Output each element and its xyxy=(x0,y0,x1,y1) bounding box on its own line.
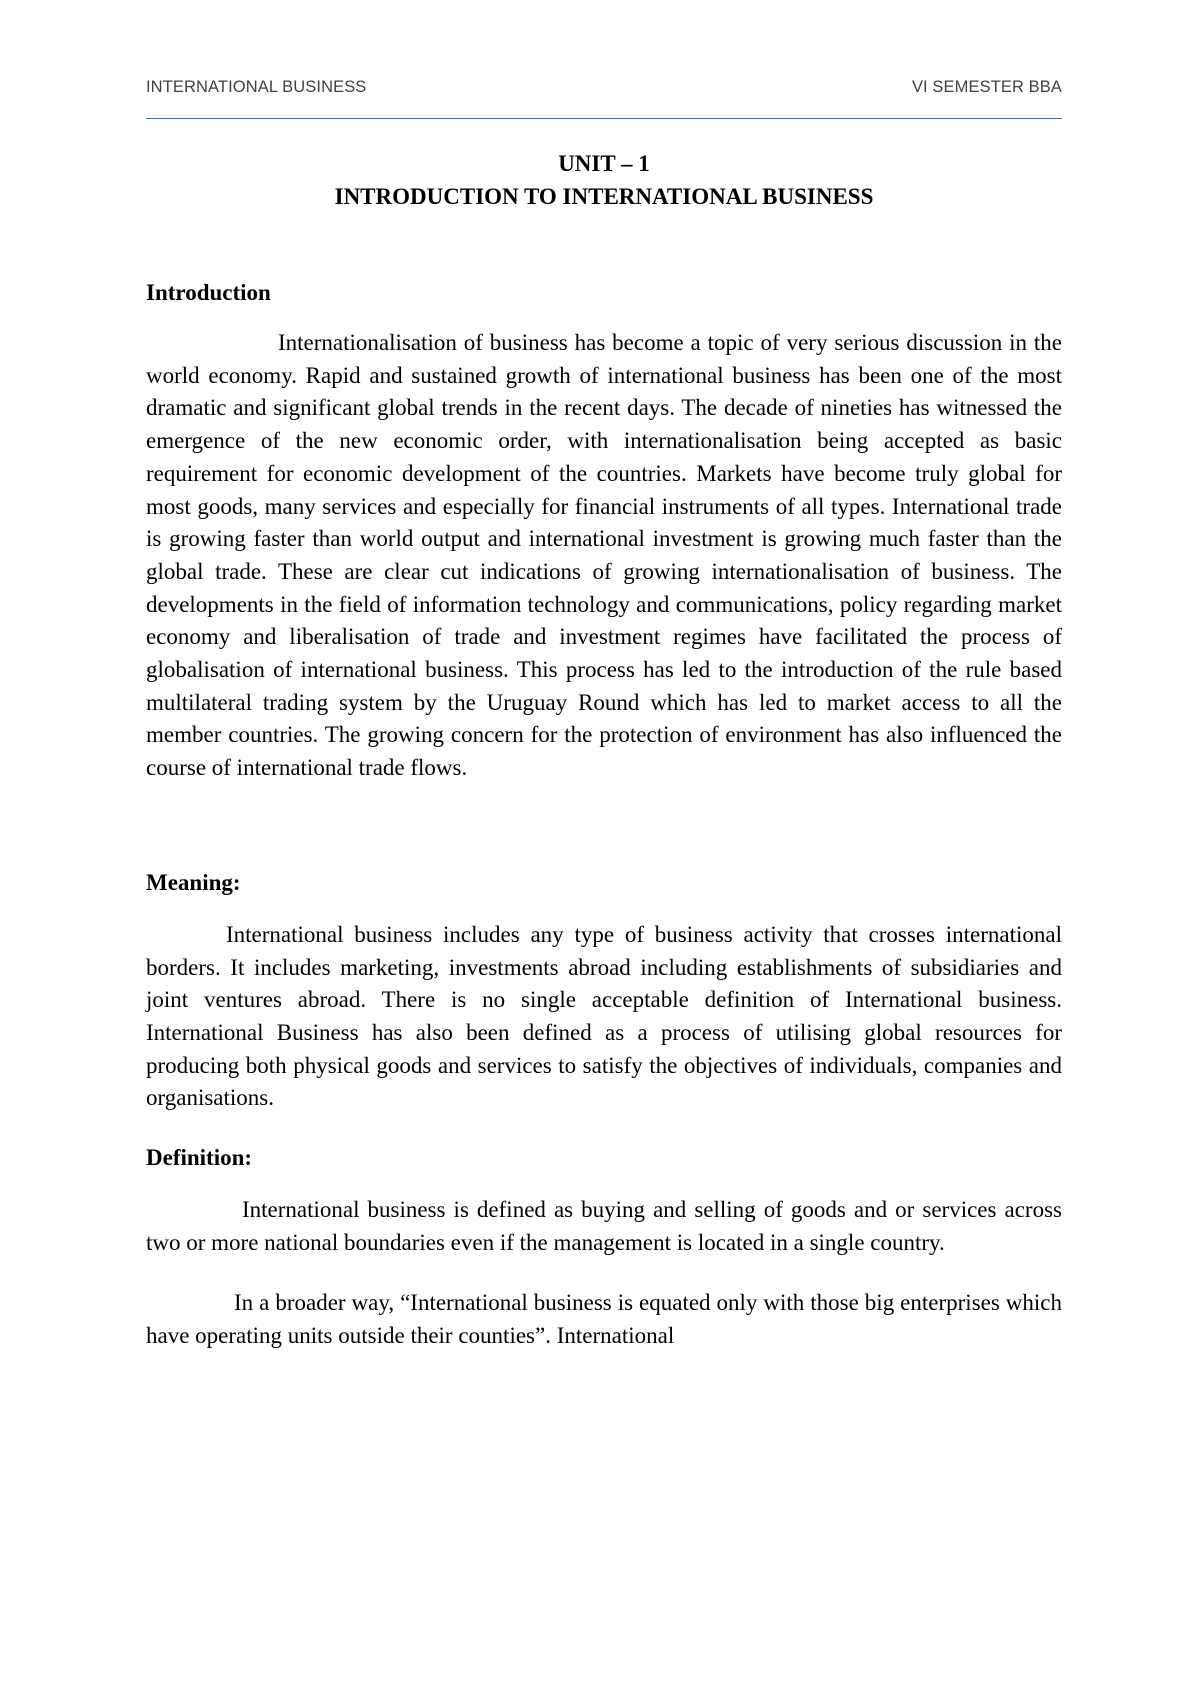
definition-paragraph: International business is defined as buying and selling of goods and or services across two or more national boundaries even if the management is located in a single country. xyxy=(146,1197,1062,1255)
header-course-title: INTERNATIONAL BUSINESS xyxy=(146,78,367,96)
header-semester: VI SEMESTER BBA xyxy=(911,78,1062,96)
meaning-heading: Meaning: xyxy=(146,869,241,895)
introduction-heading: Introduction xyxy=(146,280,271,305)
document-body xyxy=(146,147,1062,1353)
unit-number: UNIT – 1 xyxy=(558,151,650,176)
introduction-paragraph: Internationalisation of business has become a topic of very serious discussion in the world economy. Rapid and sustained growth of international business has been one of the most dramatic and significant global trends in the recent days. The decade of nineties has witnessed the emergence of the new economic order, with internationalisation being accepted as basic requirement for economic development of the countries. Markets have become truly global for most goods, many services and especially for financial instruments of all types. International trade is growing faster than world output and international investment is growing much faster than the global trade. These are clear cut indications of growing internationalisation of business. The developments in the field of information technology and communications, policy regarding market economy and liberalisation of trade and investment regimes have facilitated the process of globalisation of international business. This process has led to the introduction of the rule based multilateral trading system by the Uruguay Round which has led to market access to all the member countries. The growing concern for the protection of environment has also influenced the course of international trade flows. xyxy=(146,330,1062,781)
unit-title: INTRODUCTION TO INTERNATIONAL BUSINESS xyxy=(334,184,874,209)
page-header xyxy=(146,74,1062,119)
meaning-paragraph: International business includes any type of business activity that crosses international borders. It includes marketing, investments abroad including establishments of subsidiaries and joint ventures abroad. There is no single acceptable definition of International business. International Business has also been defined as a process of utilising global resources for producing both physical goods and services to satisfy the objectives of individuals, companies and organisations. xyxy=(146,921,1062,1111)
definition-heading: Definition: xyxy=(146,1145,253,1171)
broader-definition-paragraph: In a broader way, “International business is equated only with those big enterprises which have operating units outside their counties”. International xyxy=(146,1290,1062,1349)
